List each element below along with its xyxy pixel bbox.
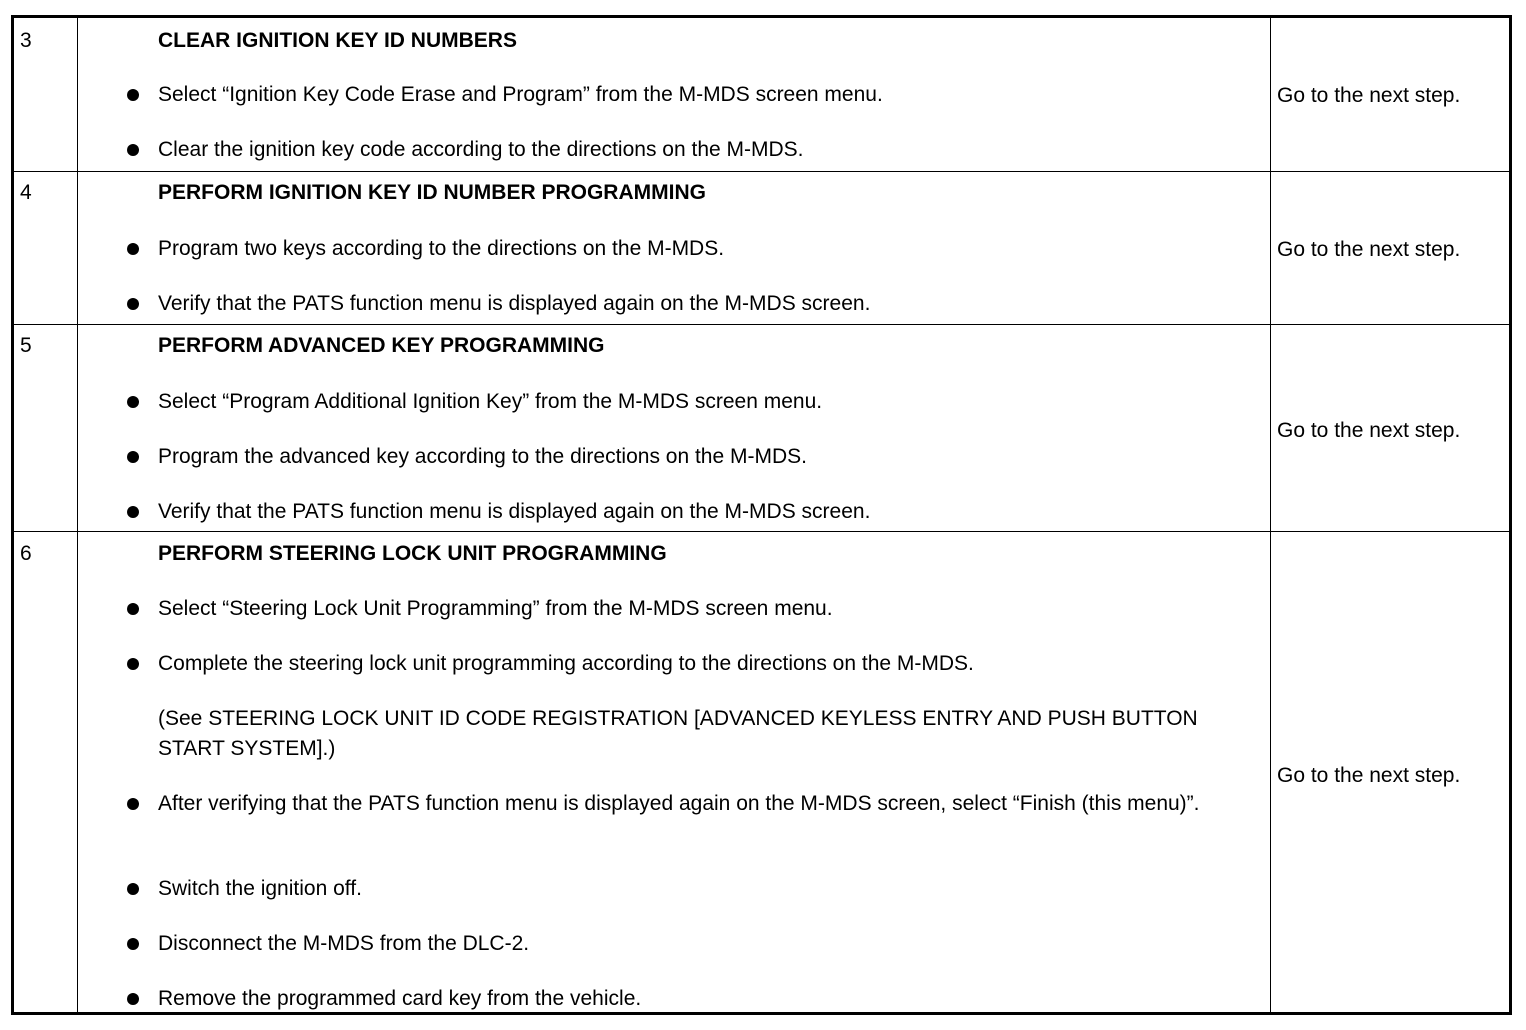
bullet-icon <box>127 603 139 615</box>
step-title: PERFORM STEERING LOCK UNIT PROGRAMMING <box>158 542 667 565</box>
step-number: 6 <box>20 542 32 565</box>
bullet-icon <box>127 658 139 670</box>
column-divider <box>77 18 78 171</box>
bullet-icon <box>127 938 139 950</box>
step-row-6 <box>14 531 1509 1012</box>
bullet-icon <box>127 883 139 895</box>
bullet-icon <box>127 993 139 1005</box>
step-title: PERFORM ADVANCED KEY PROGRAMMING <box>158 334 605 357</box>
column-divider <box>77 325 78 531</box>
column-divider <box>1270 172 1271 324</box>
step-instruction: After verifying that the PATS function menu is displayed again on the M-MDS screen, select “Finish (this menu)”. <box>158 792 1200 815</box>
column-divider <box>1270 18 1271 171</box>
step-result: Go to the next step. <box>1277 84 1461 107</box>
column-divider <box>77 532 78 1012</box>
step-instruction: Select “Ignition Key Code Erase and Program” from the M-MDS screen menu. <box>158 83 883 106</box>
step-instruction: Verify that the PATS function menu is displayed again on the M-MDS screen. <box>158 292 871 315</box>
step-title: PERFORM IGNITION KEY ID NUMBER PROGRAMMING <box>158 181 706 204</box>
step-instruction: Clear the ignition key code according to the directions on the M-MDS. <box>158 138 804 161</box>
step-title: CLEAR IGNITION KEY ID NUMBERS <box>158 29 517 52</box>
step-number: 4 <box>20 181 32 204</box>
column-divider <box>1270 532 1271 1012</box>
step-result: Go to the next step. <box>1277 238 1461 261</box>
step-instruction: Select “Program Additional Ignition Key” from the M-MDS screen menu. <box>158 390 823 413</box>
step-row-5 <box>14 324 1509 531</box>
step-result: Go to the next step. <box>1277 764 1461 787</box>
column-divider <box>1270 325 1271 531</box>
bullet-icon <box>127 144 139 156</box>
step-instruction: Verify that the PATS function menu is displayed again on the M-MDS screen. <box>158 500 871 523</box>
step-number: 5 <box>20 334 32 357</box>
step-instruction: Remove the programmed card key from the vehicle. <box>158 987 642 1010</box>
step-result: Go to the next step. <box>1277 419 1461 442</box>
step-note: (See STEERING LOCK UNIT ID CODE REGISTRATION [ADVANCED KEYLESS ENTRY AND PUSH BUTTON START SYSTEM].) <box>158 707 1198 760</box>
bullet-icon <box>127 396 139 408</box>
step-instruction: Complete the steering lock unit programming according to the directions on the M-MDS. <box>158 652 974 675</box>
step-instruction: Program the advanced key according to the directions on the M-MDS. <box>158 445 807 468</box>
step-row-4 <box>14 171 1509 324</box>
bullet-icon <box>127 89 139 101</box>
bullet-icon <box>127 243 139 255</box>
step-instruction: Switch the ignition off. <box>158 877 362 900</box>
step-instruction: Select “Steering Lock Unit Programming” from the M-MDS screen menu. <box>158 597 833 620</box>
step-row-3 <box>14 18 1509 171</box>
bullet-icon <box>127 451 139 463</box>
procedure-table <box>11 15 1512 1015</box>
step-instruction: Program two keys according to the directions on the M-MDS. <box>158 237 725 260</box>
column-divider <box>77 172 78 324</box>
step-instruction: Disconnect the M-MDS from the DLC-2. <box>158 932 530 955</box>
bullet-icon <box>127 298 139 310</box>
bullet-icon <box>127 798 139 810</box>
bullet-icon <box>127 506 139 518</box>
step-number: 3 <box>20 29 32 52</box>
